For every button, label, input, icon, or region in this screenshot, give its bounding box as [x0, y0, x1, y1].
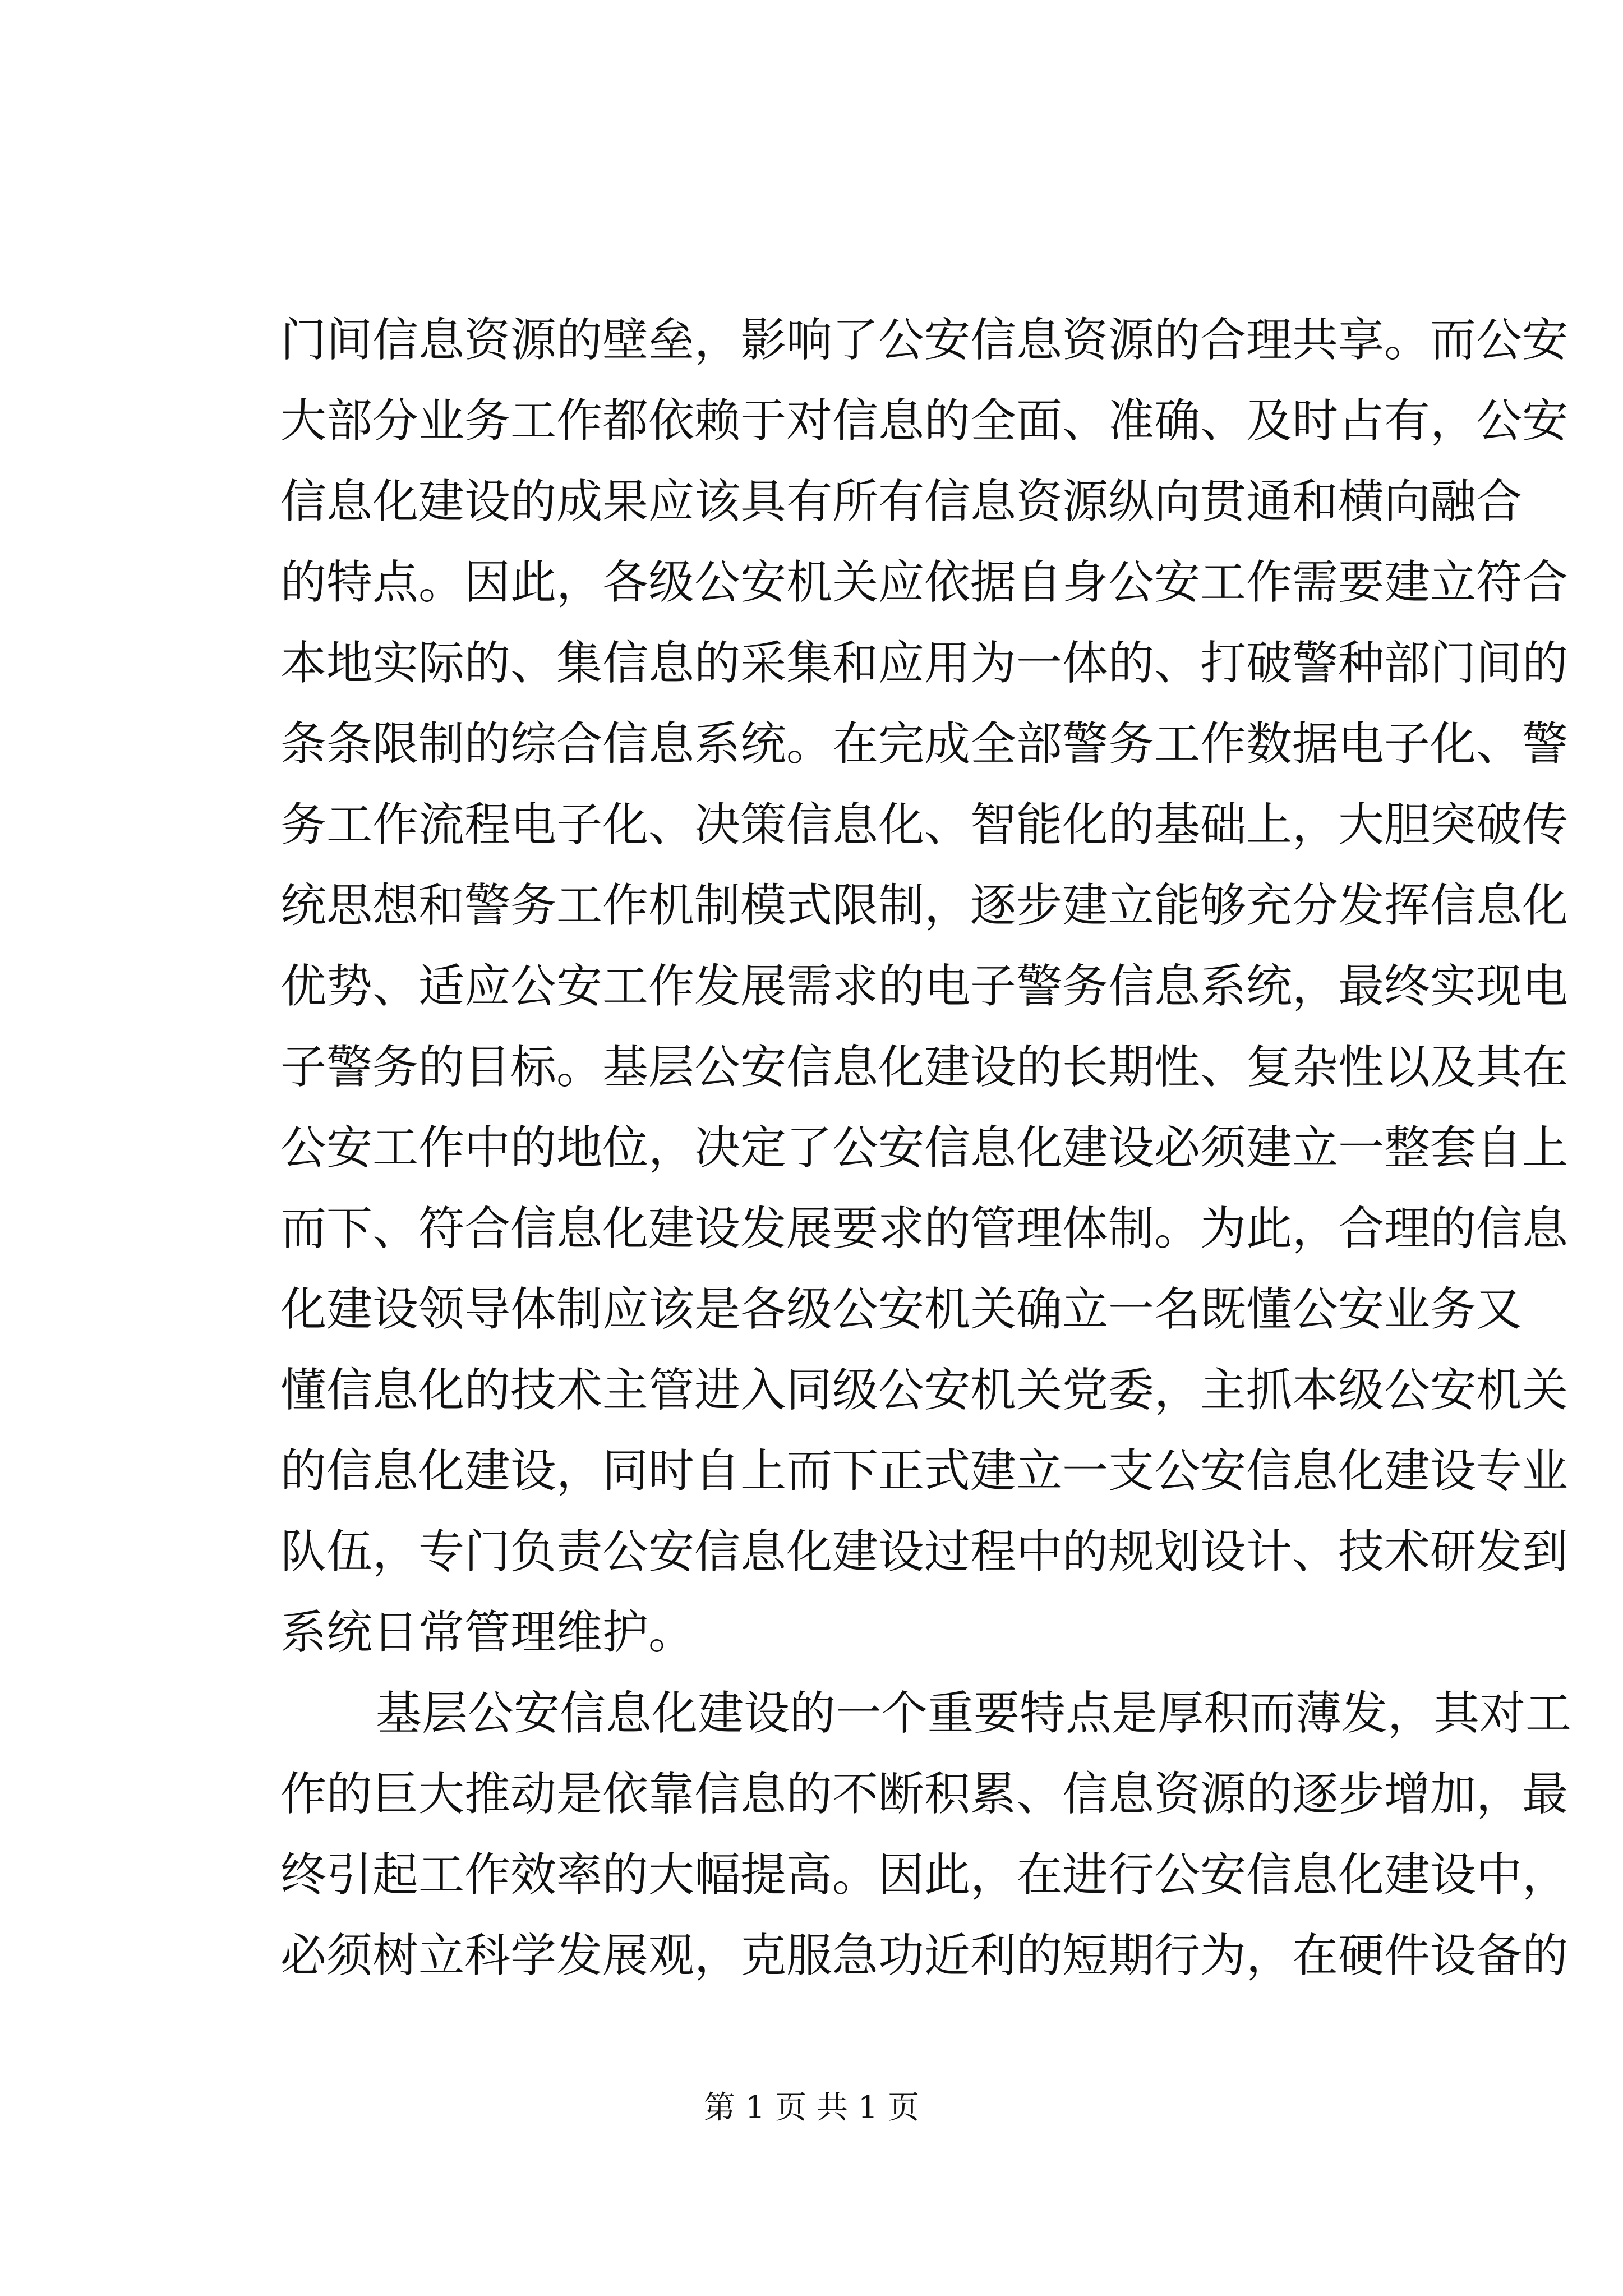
text-line: 本地实际的、集信息的采集和应用为一体的、打破警种部门间的	[280, 637, 1569, 690]
text-line: 化建设领导体制应该是各级公安机关确立一名既懂公安业务又	[280, 1283, 1523, 1336]
text-line: 必须树立科学发展观，克服急功近利的短期行为，在硬件设备的	[280, 1929, 1569, 1982]
text-line: 终引起工作效率的大幅提高。因此，在进行公安信息化建设中，	[280, 1848, 1569, 1902]
text-line: 门间信息资源的壁垒，影响了公安信息资源的合理共享。而公安	[280, 314, 1569, 367]
text-line: 公安工作中的地位，决定了公安信息化建设必须建立一整套自上	[280, 1121, 1569, 1175]
text-line: 懂信息化的技术主管进入同级公安机关党委，主抓本级公安机关	[280, 1364, 1569, 1417]
text-line: 优势、适应公安工作发展需求的电子警务信息系统，最终实现电	[280, 960, 1569, 1013]
text-line: 系统日常管理维护。	[280, 1606, 695, 1659]
paragraph-first-line: 基层公安信息化建设的一个重要特点是厚积而薄发，其对工	[376, 1687, 1572, 1740]
text-line: 而下、符合信息化建设发展要求的管理体制。为此，合理的信息	[280, 1202, 1569, 1255]
text-line: 务工作流程电子化、决策信息化、智能化的基础上，大胆突破传	[280, 798, 1569, 852]
text-line: 队伍，专门负责公安信息化建设过程中的规划设计、技术研发到	[280, 1525, 1569, 1579]
document-body	[280, 300, 1572, 1996]
text-line: 大部分业务工作都依赖于对信息的全面、准确、及时占有，公安	[280, 394, 1569, 448]
text-line: 的信息化建设，同时自上而下正式建立一支公安信息化建设专业	[280, 1444, 1569, 1498]
text-line: 子警务的目标。基层公安信息化建设的长期性、复杂性以及其在	[280, 1041, 1569, 1094]
text-line: 作的巨大推动是依靠信息的不断积累、信息资源的逐步增加，最	[280, 1768, 1569, 1821]
text-line: 统思想和警务工作机制模式限制，逐步建立能够充分发挥信息化	[280, 879, 1569, 932]
text-line: 条条限制的综合信息系统。在完成全部警务工作数据电子化、警	[280, 717, 1569, 771]
text-line: 信息化建设的成果应该具有所有信息资源纵向贯通和横向融合	[280, 475, 1523, 528]
page-number-footer: 第 1 页 共 1 页	[703, 2090, 920, 2126]
text-line: 的特点。因此，各级公安机关应依据自身公安工作需要建立符合	[280, 556, 1569, 609]
